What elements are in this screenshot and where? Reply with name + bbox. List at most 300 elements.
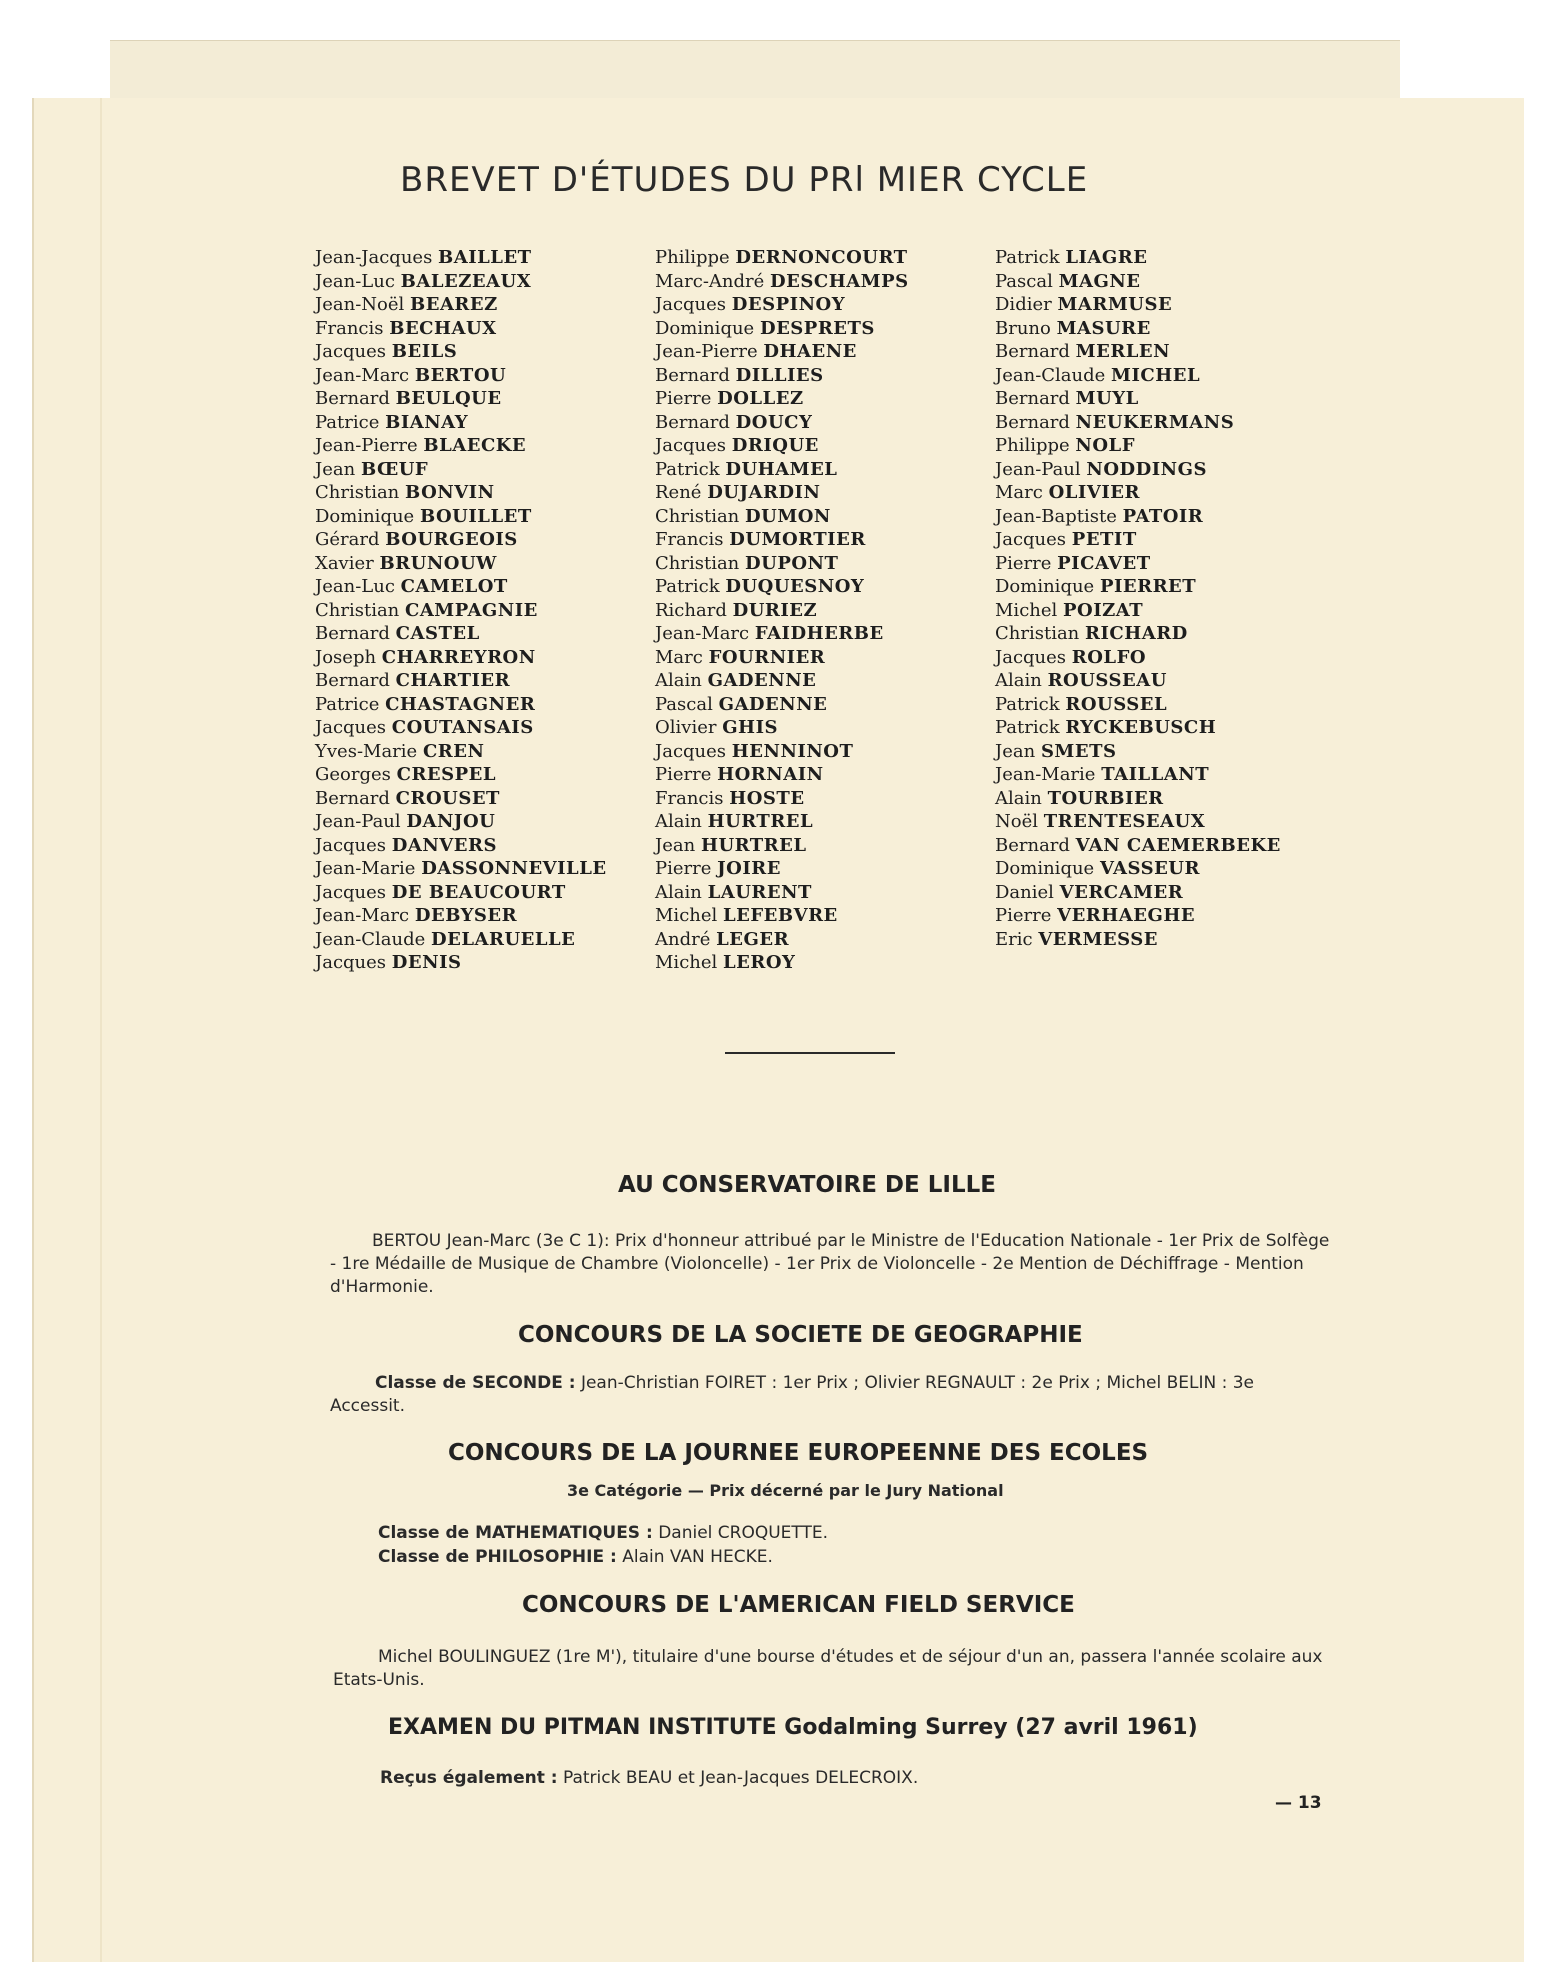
student-name	[655, 622, 975, 646]
student-name	[655, 716, 975, 740]
student-name	[995, 881, 1315, 905]
first-name: Patrice	[315, 693, 380, 715]
student-name	[995, 928, 1315, 952]
student-name	[315, 317, 635, 341]
last-name: MICHEL	[1111, 364, 1201, 386]
student-name	[995, 481, 1315, 505]
last-name: DELARUELLE	[431, 928, 576, 950]
student-name	[315, 552, 635, 576]
last-name: BOUILLET	[419, 505, 532, 527]
last-name: RICHARD	[1085, 623, 1188, 644]
first-name: René	[655, 482, 702, 503]
europeenne-line2-label: Classe de PHILOSOPHIE :	[378, 1547, 617, 1567]
first-name: Jacques	[995, 646, 1067, 668]
last-name: DESCHAMPS	[770, 270, 909, 292]
first-name: Eric	[995, 928, 1033, 950]
last-name: DEBYSER	[414, 905, 518, 926]
first-name: Bernard	[315, 388, 390, 409]
first-name: Jean-Claude	[315, 928, 426, 950]
conservatoire-heading: AU CONSERVATOIRE DE LILLE	[618, 1172, 996, 1198]
last-name: BIANAY	[385, 411, 469, 433]
student-name	[995, 387, 1315, 411]
first-name: Patrick	[655, 458, 720, 480]
last-name: BEAREZ	[410, 294, 498, 315]
first-name: Didier	[995, 294, 1052, 315]
first-name: Marc-André	[655, 270, 765, 292]
last-name: VERHAEGHE	[1057, 905, 1196, 926]
first-name: Christian	[995, 623, 1080, 644]
first-name: Jean	[315, 458, 356, 480]
section-divider	[725, 1052, 895, 1054]
last-name: BECHAUX	[389, 317, 497, 339]
first-name: Jean-Pierre	[655, 341, 758, 362]
pitman-paragraph	[380, 1767, 918, 1790]
first-name: Jean-Paul	[315, 811, 401, 832]
conservatoire-name: BERTOU Jean-Marc	[372, 1231, 531, 1251]
student-name	[655, 270, 975, 294]
first-name: Alain	[995, 670, 1042, 691]
afs-paragraph: Michel BOULINGUEZ (1re M'), titulaire d'une bourse d'études et de séjour d'un an, passera l'année scolaire aux Etats-Unis.	[333, 1647, 1323, 1690]
first-name: Xavier	[315, 552, 374, 574]
student-name	[655, 881, 975, 905]
last-name: DHAENE	[763, 341, 857, 362]
student-name	[995, 528, 1315, 552]
first-name: Jacques	[655, 294, 727, 315]
last-name: DANVERS	[391, 834, 497, 856]
last-name: DESPRETS	[759, 317, 875, 339]
student-name	[315, 716, 635, 740]
first-name: Patrick	[995, 247, 1060, 268]
last-name: TRENTESEAUX	[1043, 811, 1206, 832]
afs-heading: CONCOURS DE L'AMERICAN FIELD SERVICE	[522, 1592, 1075, 1618]
last-name: DANJOU	[406, 811, 496, 832]
conservatoire-class: (3e C 1)	[535, 1231, 604, 1251]
last-name: PETIT	[1071, 529, 1137, 550]
first-name: Jacques	[315, 952, 387, 973]
conservatoire-paragraph	[330, 1230, 1330, 1299]
student-name	[995, 458, 1315, 482]
first-name: Jean-Luc	[315, 576, 395, 597]
first-name: Bruno	[995, 317, 1051, 339]
last-name: PIERRET	[1099, 576, 1197, 597]
student-name	[315, 458, 635, 482]
first-name: Jean-Baptiste	[995, 505, 1117, 527]
student-name	[315, 928, 635, 952]
student-name	[315, 787, 635, 811]
last-name: CAMELOT	[400, 576, 508, 597]
last-name: BALEZEAUX	[400, 270, 532, 292]
first-name: Pascal	[995, 270, 1053, 292]
last-name: CREN	[422, 740, 485, 762]
first-name: Jean-Marc	[315, 364, 410, 386]
student-name	[315, 646, 635, 670]
last-name: CHASTAGNER	[385, 693, 536, 715]
student-name	[315, 904, 635, 928]
last-name: HURTREL	[707, 811, 814, 832]
last-name: DUMORTIER	[729, 529, 866, 550]
last-name: HURTREL	[700, 834, 807, 856]
last-name: SMETS	[1040, 740, 1117, 762]
student-name	[995, 904, 1315, 928]
first-name: Jacques	[995, 529, 1067, 550]
first-name: Olivier	[655, 717, 717, 738]
first-name: Jean	[995, 740, 1036, 762]
first-name: Jean-Luc	[315, 270, 395, 292]
student-name	[995, 434, 1315, 458]
last-name: LEROY	[723, 952, 796, 973]
last-name: LEFEBVRE	[723, 905, 838, 926]
last-name: DUJARDIN	[707, 482, 821, 503]
student-name	[995, 599, 1315, 623]
first-name: Bernard	[995, 341, 1070, 362]
student-name	[315, 575, 635, 599]
last-name: DUQUESNOY	[725, 576, 865, 597]
last-name: NODDINGS	[1086, 458, 1208, 480]
europeenne-line2-text: Alain VAN HECKE.	[622, 1547, 773, 1567]
first-name: Christian	[655, 505, 740, 527]
last-name: DASSONNEVILLE	[421, 858, 607, 879]
last-name: ROLFO	[1071, 646, 1147, 668]
student-name	[655, 293, 975, 317]
last-name: MERLEN	[1075, 341, 1171, 362]
first-name: Christian	[315, 482, 400, 503]
last-name: DILLIES	[735, 364, 824, 386]
student-name	[995, 340, 1315, 364]
student-name	[995, 293, 1315, 317]
first-name: Francis	[655, 787, 724, 809]
first-name: Dominique	[995, 576, 1095, 597]
student-name	[995, 364, 1315, 388]
last-name: CROUSET	[395, 787, 500, 809]
first-name: Marc	[995, 482, 1043, 503]
first-name: Dominique	[315, 505, 415, 527]
last-name: CHARTIER	[395, 670, 511, 691]
first-name: Bernard	[995, 388, 1070, 409]
student-name	[315, 246, 635, 270]
student-name	[655, 505, 975, 529]
last-name: GADENNE	[707, 670, 817, 691]
student-name	[655, 904, 975, 928]
last-name: POIZAT	[1063, 599, 1144, 621]
last-name: TOURBIER	[1047, 787, 1164, 809]
last-name: RYCKEBUSCH	[1065, 717, 1217, 738]
first-name: Alain	[655, 881, 702, 903]
last-name: VAN CAEMERBEKE	[1075, 834, 1281, 856]
last-name: VASSEUR	[1099, 858, 1200, 879]
last-name: GADENNE	[718, 693, 828, 715]
last-name: DRIQUE	[731, 435, 819, 456]
names-column-1	[315, 246, 635, 975]
student-name	[995, 669, 1315, 693]
student-name	[995, 411, 1315, 435]
first-name: Michel	[655, 905, 718, 926]
first-name: Christian	[655, 552, 740, 574]
last-name: CAMPAGNIE	[405, 599, 538, 621]
student-name	[315, 693, 635, 717]
student-name	[315, 293, 635, 317]
first-name: Bernard	[315, 670, 390, 691]
first-name: Jacques	[315, 717, 387, 738]
europeenne-heading: CONCOURS DE LA JOURNEE EUROPEENNE DES ECOLES	[448, 1440, 1149, 1466]
student-name	[655, 669, 975, 693]
student-name	[655, 693, 975, 717]
first-name: Francis	[315, 317, 384, 339]
student-name	[995, 763, 1315, 787]
student-name	[315, 387, 635, 411]
first-name: Pierre	[995, 552, 1052, 574]
first-name: Francis	[655, 529, 724, 550]
first-name: Jean-Marie	[315, 858, 416, 879]
student-name	[995, 575, 1315, 599]
first-name: Philippe	[655, 247, 730, 268]
first-name: Jacques	[315, 341, 387, 362]
page-edge	[100, 98, 102, 1962]
last-name: HENNINOT	[731, 740, 854, 762]
student-name	[995, 317, 1315, 341]
student-name	[655, 340, 975, 364]
last-name: BLAECKE	[423, 435, 527, 456]
student-name	[655, 951, 975, 975]
last-name: BONVIN	[405, 482, 495, 503]
first-name: Patrick	[995, 693, 1060, 715]
student-name	[315, 481, 635, 505]
first-name: Jean-Noël	[315, 294, 405, 315]
last-name: DUHAMEL	[725, 458, 838, 480]
first-name: Alain	[655, 811, 702, 832]
student-name	[315, 411, 635, 435]
first-name: Pierre	[655, 764, 712, 785]
student-name	[315, 364, 635, 388]
student-name	[995, 740, 1315, 764]
last-name: CASTEL	[395, 623, 480, 644]
last-name: DUMON	[745, 505, 831, 527]
names-column-3	[995, 246, 1315, 951]
student-name	[995, 270, 1315, 294]
student-name	[315, 810, 635, 834]
first-name: Philippe	[995, 435, 1070, 456]
student-name	[315, 622, 635, 646]
last-name: CRESPEL	[396, 764, 497, 785]
first-name: Dominique	[995, 858, 1095, 879]
student-name	[315, 528, 635, 552]
student-name	[655, 434, 975, 458]
first-name: Richard	[655, 599, 727, 621]
last-name: BOURGEOIS	[385, 529, 518, 550]
last-name: BERTOU	[414, 364, 507, 386]
names-column-2	[655, 246, 975, 975]
student-name	[995, 693, 1315, 717]
last-name: CHARREYRON	[381, 646, 536, 668]
first-name: Pierre	[655, 388, 712, 409]
student-name	[995, 716, 1315, 740]
student-name	[655, 928, 975, 952]
geographie-label: Classe de SECONDE :	[375, 1373, 576, 1393]
last-name: NEUKERMANS	[1075, 411, 1235, 433]
student-name	[655, 481, 975, 505]
last-name: DUPONT	[745, 552, 839, 574]
last-name: LEGER	[716, 928, 790, 950]
student-name	[655, 411, 975, 435]
geographie-text: Jean-Christian FOIRET : 1er Prix ; Olivier REGNAULT : 2e Prix ; Michel BELIN : 3e Accessit.	[330, 1373, 1254, 1416]
first-name: Jean-Marc	[315, 905, 410, 926]
first-name: Michel	[655, 952, 718, 973]
student-name	[995, 810, 1315, 834]
student-name	[655, 834, 975, 858]
student-name	[995, 834, 1315, 858]
student-name	[315, 340, 635, 364]
student-name	[315, 669, 635, 693]
last-name: BŒUF	[360, 458, 429, 480]
europeenne-subheading	[567, 1479, 1004, 1502]
student-name	[995, 552, 1315, 576]
conservatoire-text: : Prix d'honneur attribué par le Ministre de l'Education Nationale - 1er Prix de Solfège - 1re Médaille de Musique de Chambre (Violoncelle) - 1er Prix de Violoncelle - 2e Mention de Déchiffrage - Mention d'Harmonie.	[330, 1231, 1330, 1297]
last-name: MARMUSE	[1057, 294, 1173, 315]
student-name	[655, 787, 975, 811]
first-name: Christian	[315, 599, 400, 621]
last-name: ROUSSEL	[1065, 693, 1168, 715]
student-name	[315, 505, 635, 529]
student-name	[315, 834, 635, 858]
first-name: Dominique	[655, 317, 755, 339]
last-name: BEULQUE	[395, 388, 502, 409]
student-name	[315, 881, 635, 905]
last-name: DERNONCOURT	[735, 247, 908, 268]
student-name	[655, 763, 975, 787]
last-name: COUTANSAIS	[391, 717, 534, 738]
last-name: MASURE	[1056, 317, 1151, 339]
first-name: Marc	[655, 646, 703, 668]
student-name	[655, 599, 975, 623]
last-name: VERCAMER	[1059, 881, 1184, 903]
last-name: FAIDHERBE	[754, 623, 884, 644]
last-name: NOLF	[1075, 435, 1135, 456]
first-name: Patrice	[315, 411, 380, 433]
first-name: Bernard	[995, 411, 1070, 433]
first-name: Jean-Claude	[995, 364, 1106, 386]
last-name: BAILLET	[438, 247, 532, 268]
first-name: Patrick	[655, 576, 720, 597]
first-name: Bernard	[655, 364, 730, 386]
last-name: VERMESSE	[1038, 928, 1158, 950]
europeenne-line1-text: Daniel CROQUETTE.	[658, 1523, 829, 1543]
student-name	[655, 740, 975, 764]
first-name: Jean-Paul	[995, 458, 1081, 480]
last-name: LIAGRE	[1065, 247, 1148, 268]
pitman-text: Patrick BEAU et Jean-Jacques DELECROIX.	[562, 1768, 919, 1788]
first-name: Bernard	[655, 411, 730, 433]
first-name: Daniel	[995, 881, 1054, 903]
first-name: Noël	[995, 811, 1038, 832]
first-name: Gérard	[315, 529, 380, 550]
student-name	[995, 246, 1315, 270]
pitman-label: Reçus également :	[380, 1768, 558, 1788]
last-name: DE BEAUCOURT	[391, 881, 566, 903]
first-name: Alain	[655, 670, 702, 691]
last-name: BEILS	[391, 341, 458, 362]
pitman-heading: EXAMEN DU PITMAN INSTITUTE Godalming Surrey (27 avril 1961)	[388, 1715, 1198, 1740]
student-name	[655, 528, 975, 552]
first-name: Alain	[995, 787, 1042, 809]
last-name: DENIS	[391, 952, 462, 973]
last-name: HOSTE	[729, 787, 805, 809]
first-name: Jacques	[655, 740, 727, 762]
last-name: BRUNOUW	[379, 552, 497, 574]
student-name	[995, 622, 1315, 646]
first-name: Jean-Marc	[655, 623, 750, 644]
student-name	[655, 387, 975, 411]
last-name: MUYL	[1075, 388, 1139, 409]
last-name: OLIVIER	[1048, 482, 1140, 503]
last-name: JOIRE	[717, 858, 781, 879]
first-name: Jean	[655, 834, 696, 856]
last-name: DESPINOY	[731, 294, 846, 315]
first-name: Pascal	[655, 693, 713, 715]
student-name	[995, 787, 1315, 811]
first-name: Bernard	[315, 787, 390, 809]
student-name	[315, 763, 635, 787]
student-name	[655, 552, 975, 576]
europeenne-subheading-text: 3e Catégorie — Prix décerné par le Jury National	[567, 1481, 1004, 1500]
last-name: DURIEZ	[732, 599, 818, 621]
student-name	[315, 857, 635, 881]
student-name	[655, 810, 975, 834]
europeenne-line1-label: Classe de MATHEMATIQUES :	[378, 1523, 653, 1543]
page-title: BREVET D'ÉTUDES DU PRl MIER CYCLE	[400, 160, 1089, 200]
first-name: Georges	[315, 764, 391, 785]
first-name: Michel	[995, 599, 1058, 621]
first-name: Pierre	[655, 858, 712, 879]
first-name: Patrick	[995, 717, 1060, 738]
student-name	[655, 857, 975, 881]
last-name: PATOIR	[1122, 505, 1204, 527]
last-name: GHIS	[722, 717, 778, 738]
student-name	[315, 434, 635, 458]
first-name: Bernard	[315, 623, 390, 644]
student-name	[315, 740, 635, 764]
student-name	[995, 646, 1315, 670]
europeenne-line-2	[378, 1546, 773, 1569]
first-name: Pierre	[995, 905, 1052, 926]
first-name: Jacques	[315, 881, 387, 903]
last-name: PICAVET	[1057, 552, 1151, 574]
last-name: HORNAIN	[717, 764, 824, 785]
student-name	[995, 505, 1315, 529]
student-name	[315, 270, 635, 294]
last-name: DOLLEZ	[717, 388, 804, 409]
europeenne-line-1	[378, 1522, 828, 1545]
first-name: Bernard	[995, 834, 1070, 856]
first-name: Jacques	[655, 435, 727, 456]
first-name: Yves-Marie	[315, 740, 418, 762]
first-name: Jacques	[315, 834, 387, 856]
first-name: Jean-Marie	[995, 764, 1096, 785]
first-name: Joseph	[315, 646, 377, 668]
page-number: — 13	[1275, 1793, 1322, 1813]
student-name	[655, 646, 975, 670]
student-name	[655, 246, 975, 270]
student-name	[655, 575, 975, 599]
geographie-paragraph	[330, 1372, 1330, 1418]
first-name: Jean-Jacques	[315, 247, 433, 268]
last-name: DOUCY	[735, 411, 813, 433]
geographie-heading: CONCOURS DE LA SOCIETE DE GEOGRAPHIE	[518, 1322, 1083, 1348]
last-name: FOURNIER	[708, 646, 826, 668]
student-name	[655, 458, 975, 482]
last-name: TAILLANT	[1101, 764, 1210, 785]
last-name: ROUSSEAU	[1047, 670, 1167, 691]
first-name: André	[655, 928, 711, 950]
last-name: LAURENT	[707, 881, 812, 903]
